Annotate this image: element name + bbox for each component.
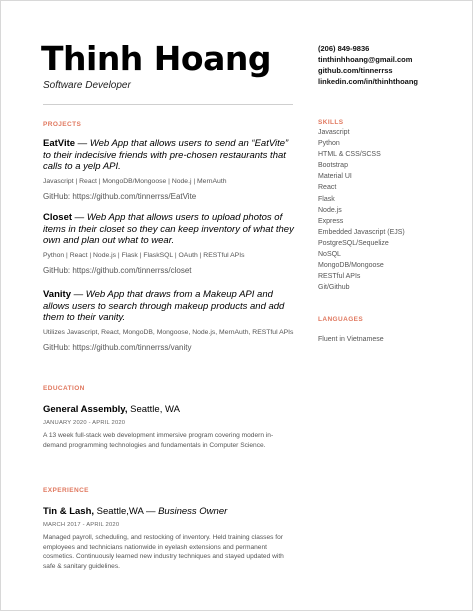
skill-item: HTML & CSS/SCSS (318, 151, 381, 159)
project-vanity (43, 289, 295, 353)
projects-heading: PROJECTS (43, 121, 82, 128)
project-eatvite (43, 138, 295, 202)
contact-block (318, 43, 418, 87)
project-title (43, 289, 295, 324)
skills-list (318, 127, 405, 293)
language-item: Fluent in Vietnamese (318, 336, 384, 343)
project-github-link[interactable]: GitHub: https://github.com/tinnerrss/closet (43, 266, 192, 275)
skill-item: Git/Github (318, 284, 350, 292)
project-name: Vanity (43, 289, 71, 300)
education-description: A 13 week full-stack web development immersive program covering modern in-demand programming technologies and fundamentals in Computer Science. (43, 432, 274, 449)
education-dates: JANUARY 2020 - APRIL 2020 (43, 420, 126, 426)
experience-description: Managed payroll, scheduling, and restocking of inventory. Held training classes for employees and technicians nationwide in eyelash extensions and permanent cosmetics. Continuously learned new industry techniques and stayed updated with safe & sanitary guidelines. (43, 534, 284, 570)
skill-item: MongoDB/Mongoose (318, 262, 384, 270)
school-name: General Assembly, (43, 404, 128, 415)
project-name: EatVite (43, 138, 76, 149)
phone-number: (206) 849-9836 (318, 44, 370, 53)
email-address[interactable]: tinthinhhoang@gmail.com (318, 55, 413, 64)
education-heading: EDUCATION (43, 385, 85, 392)
skill-item: Bootstrap (318, 162, 348, 170)
project-tech: Python | React | Node.js | Flask | FlaskSQL | OAuth | RESTful APIs (43, 251, 245, 259)
skill-item: Material UI (318, 173, 352, 181)
languages-heading: LANGUAGES (318, 316, 364, 323)
project-title (43, 138, 295, 173)
company-location: Seattle,WA — (94, 506, 159, 517)
company-name: Tin & Lash, (43, 506, 95, 517)
experience-heading: EXPERIENCE (43, 487, 89, 494)
skill-item: RESTful APIs (318, 273, 361, 281)
header-divider (43, 104, 293, 105)
project-github-link[interactable]: GitHub: https://github.com/tinnerrss/vanity (43, 343, 192, 352)
project-name: Closet (43, 212, 73, 223)
project-description: — Web App that draws from a Makeup API and allows users to search through makeup products and add them to their vanity. (43, 289, 285, 323)
experience-title (43, 506, 295, 518)
project-title (43, 212, 295, 247)
skill-item: PostgreSQL/Sequelize (318, 239, 389, 247)
job-title: Software Developer (43, 80, 131, 91)
project-tech: Javascript | React | MongoDB/Mongoose | Node.j | MernAuth (43, 177, 227, 185)
linkedin-link[interactable]: linkedin.com/in/thinhthoang (318, 77, 418, 86)
github-link[interactable]: github.com/tinnerrss (318, 66, 393, 75)
experience-entry (43, 506, 295, 571)
project-description: — Web App that allows users to send an “EatVite” to their indecisive friends with pre-chosen restaurants that calls to a yelp API. (43, 138, 289, 172)
school-location: Seattle, WA (127, 404, 180, 415)
project-description: — Web App that allows users to upload photos of items in their closet so they can keep inventory of what they own and plan out what to wear. (43, 212, 294, 246)
candidate-name: Thinh Hoang (41, 39, 271, 78)
project-closet (43, 212, 295, 276)
skill-item: Python (318, 140, 340, 148)
education-title (43, 404, 295, 416)
education-entry (43, 404, 295, 450)
skill-item: Javascript (318, 129, 350, 136)
skill-item: Express (318, 217, 344, 225)
skill-item: NoSQL (318, 251, 341, 259)
skill-item: Node.js (318, 206, 342, 214)
skill-item: Flask (318, 195, 335, 203)
project-github-link[interactable]: GitHub: https://github.com/tinnerrss/EatVite (43, 192, 197, 201)
job-role: Business Owner (158, 506, 228, 517)
project-tech: Utilizes Javascript, React, MongoDB, Mongoose, Node.js, MernAuth, RESTful APIs (43, 328, 294, 336)
experience-dates: MARCH 2017 - APRIL 2020 (43, 522, 120, 528)
skill-item: React (318, 184, 337, 192)
skills-heading: SKILLS (318, 119, 344, 126)
skill-item: Embedded Javascript (EJS) (318, 228, 405, 236)
